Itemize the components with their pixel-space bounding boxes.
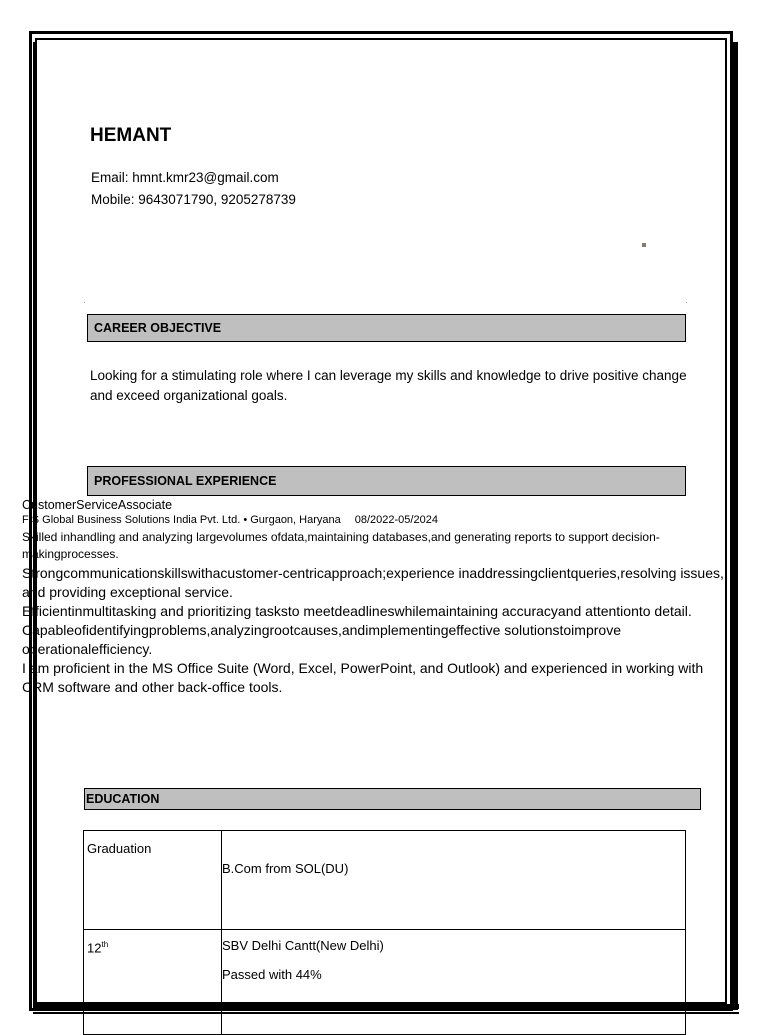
education-level-base: 12 [87,940,102,956]
career-objective-heading-text: CAREER OBJECTIVE [94,321,222,335]
education-detail: B.Com from SOL(DU) [222,831,686,930]
divider-dot-right [686,302,687,303]
experience-heading-text: PROFESSIONAL EXPERIENCE [94,474,277,488]
section-heading-education [84,788,701,810]
small-image-mark [642,243,646,247]
mobile-line: Mobile: 9643071790, 9205278739 [91,192,296,207]
email-line: Email: hmnt.kmr23@gmail.com [91,170,279,185]
table-row [84,831,686,930]
page-border-left [33,42,37,1010]
experience-skilled-text: Skilled inhandling and analyzing largevolumes ofdata,maintaining databases,and generating reports to support decision-makingprocesses. [22,530,660,561]
experience-point: Capableofidentifyingproblems,analyzingrootcauses,andimplementingeffective solutionstoimprove operationalefficiency. [22,622,621,657]
education-table [83,830,686,1035]
page-border-right [733,42,738,1010]
table-row [84,930,686,1035]
career-objective-text: Looking for a stimulating role where I can leverage my skills and knowledge to drive positive change and exceed organizational goals. [90,368,687,403]
education-school: SBV Delhi Cantt(New Delhi) [222,938,384,953]
experience-point: Efficientinmultitasking and prioritizing tasksto meetdeadlineswhilemaintaining accuracyand attentionto detail. [22,603,692,619]
experience-points [22,564,734,697]
education-detail [222,930,686,1035]
job-company: FIS Global Business Solutions India Pvt. Ltd. • Gurgaon, Haryana [22,514,341,526]
education-heading-text: EDUCATION [86,792,160,806]
job-dates: 08/2022-05/2024 [354,514,438,526]
education-level-sup: th [101,940,109,949]
candidate-name: HEMANT [90,125,172,146]
job-title: CustomerServiceAssociate [22,498,173,512]
education-level [84,930,222,1035]
divider-dot-left [84,302,85,303]
section-heading-career-objective [87,314,686,342]
experience-point: I am proficient in the MS Office Suite (Word, Excel, PowerPoint, and Outlook) and experienced in working with CRM software and other back-office tools. [22,660,704,695]
education-level: Graduation [84,831,222,930]
job-company-line [22,514,438,526]
experience-point: Strongcommunicationskillswithacustomer-centricapproach;experience inaddressingclientqueries,resolving issues, and providing exceptional service. [22,565,724,600]
section-heading-experience [87,466,686,496]
education-result: Passed with 44% [222,967,322,982]
